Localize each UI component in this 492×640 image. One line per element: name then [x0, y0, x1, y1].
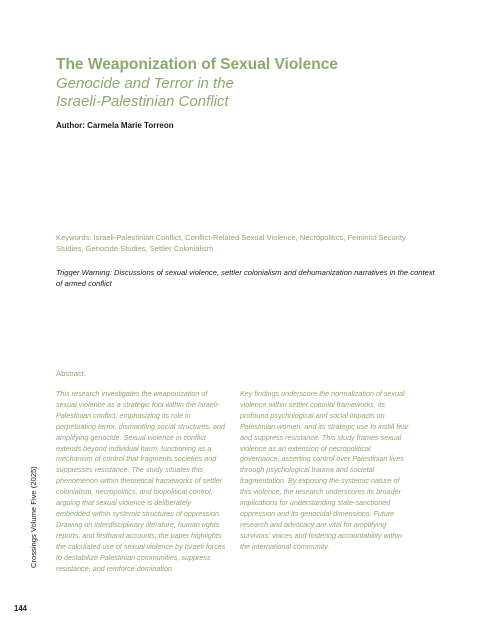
article-subtitle — [56, 75, 456, 111]
keywords: Keywords: Israeli-Palestinian Conflict, Conflict-Related Sexual Violence, Necropolitics, Feminist Security Studies, Genocide Studies, Settler Colonialism — [56, 233, 406, 253]
author-line: Author: Carmela Marie Torreon — [56, 121, 174, 130]
abstract-column-right: Key findings underscore the normalization of sexual violence within settler colonial frameworks, its profound psychological and social impacts on Palestinian women, and its strategic use to instill fear and suppress resistance. This study frames sexual violence as an extension of necropolitical governance, asserting control over Palestinian lives through psychological trauma and societal fragmentation. By exposing the systemic nature of this violence, the research underscores its broader implications for understanding state-sanctioned oppression and its genocidal dimensions. Future research and advocacy are vital for amplifying survivors' voices and fostering accountability within the international community. — [240, 389, 409, 551]
subtitle-line-1: Genocide and Terror in the — [56, 75, 234, 92]
abstract-heading: Abstract: — [56, 369, 86, 378]
abstract-column-left: This research investigates the weaponization of sexual violence as a strategic tool within the Israeli-Palestinian conflict, emphasizing its role in perpetuating terror, dismantling social structures, and amplifying genocide. Sexual violence in conflict extends beyond individual harm, functioning as a mechanism of control that fragments societies and suppresses resistance. The study situates this phenomenon within theoretical frameworks of settler colonialism, necropolitics, and biopolitical control, arguing that sexual violence is deliberately embedded within systemic structures of oppression. Drawing on interdisciplinary literature, human rights reports, and firsthand accounts, the paper highlights the calculated use of sexual violence by Israeli forces to destabilize Palestinian communities, suppress resistance, and reinforce domination. — [56, 389, 226, 573]
subtitle-line-2: Israeli-Palestinian Conflict — [56, 93, 229, 110]
running-head: Crossings Volume Five (2025) — [29, 466, 38, 568]
page-number: 144 — [14, 604, 28, 613]
article-title: The Weaponization of Sexual Violence — [56, 56, 338, 73]
trigger-warning: Trigger Warning: Discussions of sexual violence, settler colonialism and dehumanization narratives in the context of armed conflict — [56, 268, 435, 288]
